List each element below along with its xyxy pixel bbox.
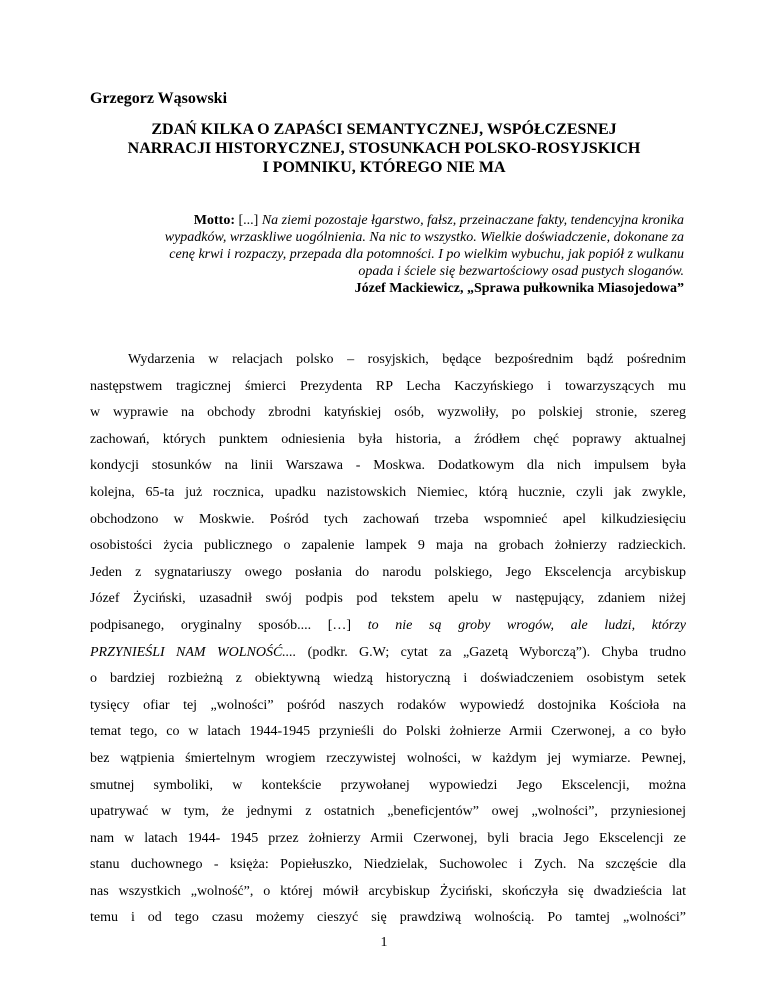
article-title [80,120,688,177]
paragraph-line: nam w latach 1944- 1945 przez żołnierzy Armii Czerwonej, byli bracia Jego Ekscelencji ze [90,830,686,846]
paragraph-line: o bardziej rozbieżną z obiektywną wiedzą historyczną i doświadczeniem osobistym setek [90,671,686,687]
page-number: 1 [380,935,388,950]
quote-text: to nie są groby wrogów, ale ludzi, którzy [367,617,686,633]
paragraph-line: bez wątpienia śmiertelnym wrogiem rzeczywistej wolności, w każdym jej wymiarze. Pewnej, [90,750,686,766]
paragraph-line [90,640,686,667]
line-text: podpisanego, oryginalny sposób.... […] [90,617,368,633]
paragraph-line: stanu duchownego - księża: Popiełuszko, Niedzielak, Suchowolec i Zych. Na szczęście dla [90,857,686,873]
motto-block [70,212,684,297]
line-text: (podkr. G.W; cytat za „Gazetą Wyborczą”). Chyba trudno [296,644,687,660]
paragraph-line: zachowań, których punktem odniesienia była historia, a źródłem chęć poprawy aktualnej [90,431,686,447]
paragraph-line: w wyprawie na obchody zbrodni katyńskiej osób, wyzwoliły, po polskiej stronie, szereg [90,405,686,421]
paragraph-line: kondycji stosunków na linii Warszawa - Moskwa. Dodatkowym dla nich impulsem była [90,458,686,474]
motto-text: Na ziemi pozostaje łgarstwo, fałsz, przeinaczane fakty, tendencyjna kronika [261,213,684,228]
motto-label: Motto: [193,213,235,228]
paragraph-line: upatrywać w tym, że jednymi z ostatnich „beneficjentów” owej „wolności”, przyniesionej [90,804,686,820]
paragraph-line: nas wszystkich „wolność”, o której mówił arcybiskup Życiński, skończyła się dwadzieścia lat [90,883,686,899]
paragraph-line: tysięcy ofiar tej „wolności” pośród naszych rodaków wypowiedź dostojnika Kościoła na [90,697,686,713]
author-name: Grzegorz Wąsowski [90,90,228,107]
motto-line: cenę krwi i rozpaczy, przepada dla potomności. I po wielkim wybuchu, jak popiół z wulkanu [169,247,684,262]
motto-line: wypadków, wrzaskliwe uogólnienia. Na nic to wszystko. Wielkie doświadczenie, dokonane za [164,230,684,245]
paragraph-line: temu i od tego czasu możemy cieszyć się prawdziwą wolnością. Po tamtej „wolności” [90,910,686,926]
motto-line: opada i ściele się bezwartościowy osad pustych sloganów. [358,264,684,279]
motto-attribution: Józef Mackiewicz, „Sprawa pułkownika Miasojedowa” [354,281,684,296]
body-text [90,347,686,932]
title-line: NARRACJI HISTORYCZNEJ, STOSUNKACH POLSKO-ROSYJSKICH [127,140,641,157]
paragraph-line: temat tego, co w latach 1944-1945 przynieśli do Polski żołnierze Armii Czerwonej, a co było [90,724,686,740]
paragraph-line: Jeden z sygnatariuszy owego posłania do narodu polskiego, Jego Ekscelencja arcybiskup [90,564,686,580]
motto-line [70,212,684,229]
motto-ellipsis: [...] [235,213,262,228]
paragraph-line: smutnej symboliki, w kontekście przywołanej wypowiedzi Jego Ekscelencji, można [90,777,686,793]
paragraph-line [90,613,686,640]
title-line: I POMNIKU, KTÓREGO NIE MA [262,159,506,176]
paragraph-line: Wydarzenia w relacjach polsko – rosyjskich, będące bezpośrednim bądź pośrednim [128,352,686,367]
paragraph-line: następstwem tragicznej śmierci Prezydenta RP Lecha Kaczyńskiego i towarzyszących mu [90,378,686,394]
title-line: ZDAŃ KILKA O ZAPAŚCI SEMANTYCZNEJ, WSPÓŁCZESNEJ [151,121,617,138]
paragraph-line: Józef Życiński, uzasadnił swój podpis pod tekstem apelu w następujący, zdaniem niżej [90,591,686,607]
paragraph-line: obchodzono w Moskwie. Pośród tych zachowań trzeba wspomnieć apel kilkudziesięciu [90,511,686,527]
quote-text: PRZYNIEŚLI NAM WOLNOŚĆ.... [90,644,297,660]
paragraph-line: osobistości życia publicznego o zapalenie lampek 9 maja na grobach żołnierzy radzieckich. [90,538,686,554]
paragraph-line: kolejna, 65-ta już rocznica, upadku nazistowskich Niemiec, którą hucznie, czyli jak zwykle, [90,484,686,500]
